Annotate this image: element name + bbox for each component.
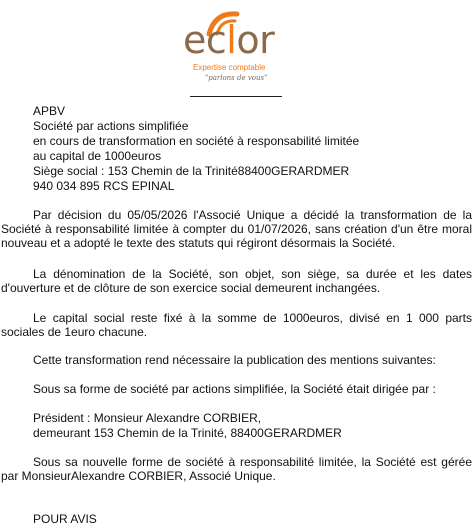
company-capital: au capital de 1000euros [33, 149, 162, 163]
paragraph-denomination: La dénomination de la Société, son objet, son siège, sa durée et les dates d'ouverture et de clôture de son exercice social demeurent inchangées. [1, 267, 472, 295]
paragraph-former-form: Sous sa forme de société par actions simplifiée, la Société était dirigée par : [33, 382, 436, 396]
paragraph-decision: Par décision du 05/05/2026 l'Associé Unique a décidé la transformation de la Société à responsabilité limitée à compter du 01/07/2026, sans création d'un être moral nouveau et a adopté le texte des statuts qui régiront désormais la Société. [1, 208, 472, 250]
logo-word-end: or [236, 18, 275, 62]
paragraph-publication: Cette transformation rend nécessaire la publication des mentions suivantes: [33, 353, 436, 367]
eclor-logo [183, 8, 295, 94]
logo-wordmark [183, 18, 274, 62]
company-form: Société par actions simplifiée [33, 119, 189, 133]
logo-signature: "parlons de vous" [205, 74, 268, 82]
header-rule [190, 96, 282, 97]
company-name: APBV [33, 104, 66, 118]
logo-tagline: Expertise comptable [193, 63, 266, 72]
paragraph-capital: Le capital social reste fixé à la somme de 1000euros, divisé en 1 000 parts sociales de 1euro chacune. [1, 311, 472, 339]
closing-text: POUR AVIS [33, 512, 97, 526]
president-line: Président : Monsieur Alexandre CORBIER, [33, 411, 262, 425]
president-address: demeurant 153 Chemin de la Trinité, 88400GERARDMER [33, 426, 342, 440]
logo-word-accent: l [226, 18, 237, 62]
company-transformation: en cours de transformation en société à responsabilité limitée [33, 134, 360, 148]
paragraph-new-form: Sous sa nouvelle forme de société à responsabilité limitée, la Société est gérée par MonsieurAlexandre CORBIER, Associé Unique. [1, 455, 472, 483]
logo-word-start: ec [183, 18, 227, 62]
company-rcs: 940 034 895 RCS EPINAL [33, 179, 175, 193]
company-seat: Siège social : 153 Chemin de la Trinité88400GERARDMER [33, 164, 350, 178]
